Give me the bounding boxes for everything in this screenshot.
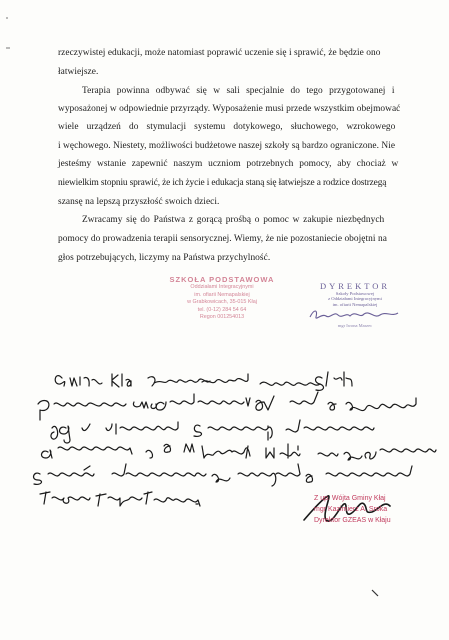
stamp-line: Dyrektor GZEAS w Kłaju [314, 517, 391, 524]
stamp-line: Szkoły Podstawowej [335, 291, 375, 296]
stamp-title: DYREKTOR [319, 281, 391, 291]
body-line: Zwracamy się do Państwa z gorącą prośbą o pomoc w zakupie niezbędnych [82, 215, 385, 225]
stamp-line: im. ofiarii Nemapalskiej [194, 291, 250, 298]
body-line: wyposażonej w odpowiednie przyrządy. Wyposażenie musi przede wszystkim obejmować [58, 104, 401, 114]
body-line: wiele urządzeń do stymulacji systemu dotykowego, słuchowego, wzrokowego [58, 122, 396, 132]
body-line: łatwiejsze. [58, 67, 99, 77]
stamp-line: Oddziałami Integracyjnymi [190, 284, 254, 290]
stamp-line: Regon 001254013 [199, 314, 245, 321]
stamp-line: Z up. Wójta Gminy Kłaj [314, 495, 386, 502]
body-line: Terapia powinna odbywać się w sali specjalnie do tego przygotowanej i [82, 86, 395, 96]
body-line: jesteśmy wstanie zapewnić naszym uczniom potrzebnych pomocy, aby chociaż w [58, 159, 399, 169]
stamp-line: tel. (0-12) 284 54 64 [197, 306, 247, 313]
body-line: szansę na lepszą przyszłość swoich dzieci. [58, 197, 220, 207]
stamp-line: im. ofiarii Nemapalskiej [332, 301, 378, 307]
stamp-line: w Grabkowicach, 35-015 Kłaj [187, 299, 257, 306]
body-line: i węchowego. Niestety, możliwości budżetowe naszej szkoły są bardzo ograniczone. Nie [58, 141, 396, 151]
body-line: niewielkim stopniu sprawić, że ich życie i edukacja staną się łatwiejsze a rodzice dostrzegą [58, 178, 387, 188]
stamp-line: z Oddziałami Integracyjnymi [328, 296, 382, 302]
stamp-line: SZKOŁA PODSTAWOWA [169, 275, 275, 284]
stamp-line: mgr Kazimierz A. Sroka [314, 506, 388, 513]
body-line: pomocy do prowadzenia terapii sensorycznej. Wiemy, że nie pozostaniecie obojętni na [58, 234, 387, 244]
gmina-approval-stamp [314, 493, 391, 526]
body-line: rzeczywistej edukacji, może natomiast poprawić uczenie się i sprawić, że będzie ono [58, 48, 381, 58]
body-line: głos potrzebujących, liczymy na Państwa przychylność. [58, 253, 271, 263]
stamp-signature-name: mgr Iwona Marzec [337, 323, 373, 329]
